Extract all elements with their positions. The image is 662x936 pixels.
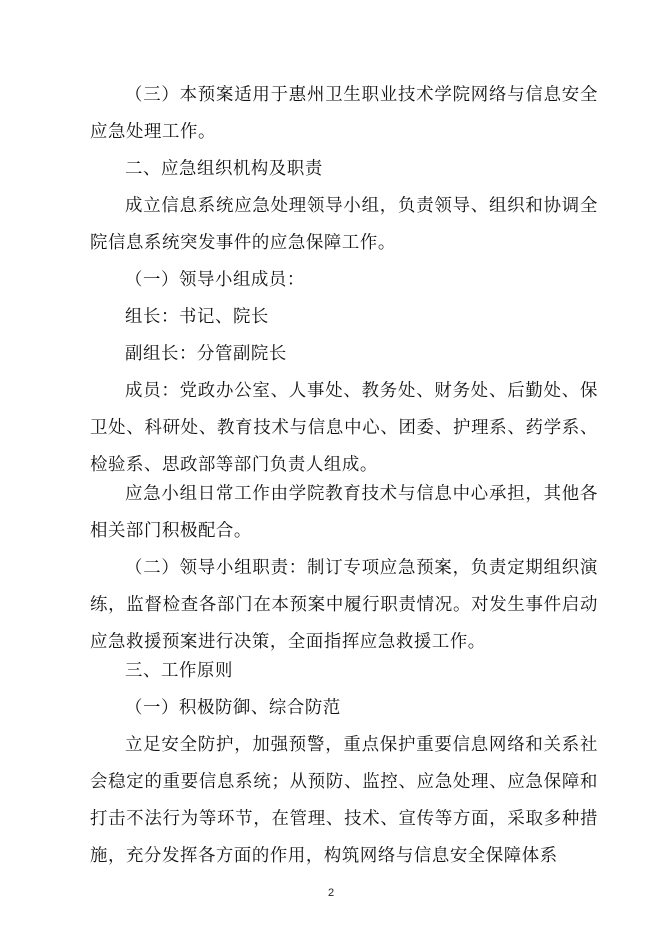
heading-principles: 三、工作原则 <box>125 661 233 681</box>
paragraph-leading-group: 成立信息系统应急处理领导小组，负责领导、组织和协调全院信息系统突发事件的应急保障工作。 <box>90 196 598 253</box>
paragraph-scope: （三）本预案适用于惠州卫生职业技术学院网络与信息安全应急处理工作。 <box>90 85 598 142</box>
paragraph-duties: （二）领导小组职责：制订专项应急预案，负责定期组织演练，监督检查各部门在本预案中履行职责情况。对发生事件启动应急救援预案进行决策，全面指挥应急救援工作。 <box>90 558 598 652</box>
heading-organization: 二、应急组织机构及职责 <box>125 159 323 179</box>
line-deputy-leader: 副组长：分管副院长 <box>125 344 287 364</box>
paragraph-members: 成员：党政办公室、人事处、教务处、财务处、后勤处、保卫处、科研处、教育技术与信息中心、团委、护理系、药学系、检验系、思政部等部门负责人组成。 <box>90 381 598 475</box>
subheading-members: （一）领导小组成员： <box>125 270 305 290</box>
paragraph-security-protection: 立足安全防护，加强预警，重点保护重要信息网络和关系社会稳定的重要信息系统；从预防、监控、应急处理、应急保障和打击不法行为等环节，在管理、技术、宣传等方面，采取多种措施，充分发挥各方面的作用，构筑网络与信息安全保障体系 <box>90 735 598 866</box>
subheading-active-defense: （一）积极防御、综合防范 <box>125 698 341 718</box>
page-number: 2 <box>327 887 335 899</box>
paragraph-daily-work: 应急小组日常工作由学院教育技术与信息中心承担，其他各相关部门积极配合。 <box>90 484 598 541</box>
line-group-leader: 组长：书记、院长 <box>125 307 269 327</box>
